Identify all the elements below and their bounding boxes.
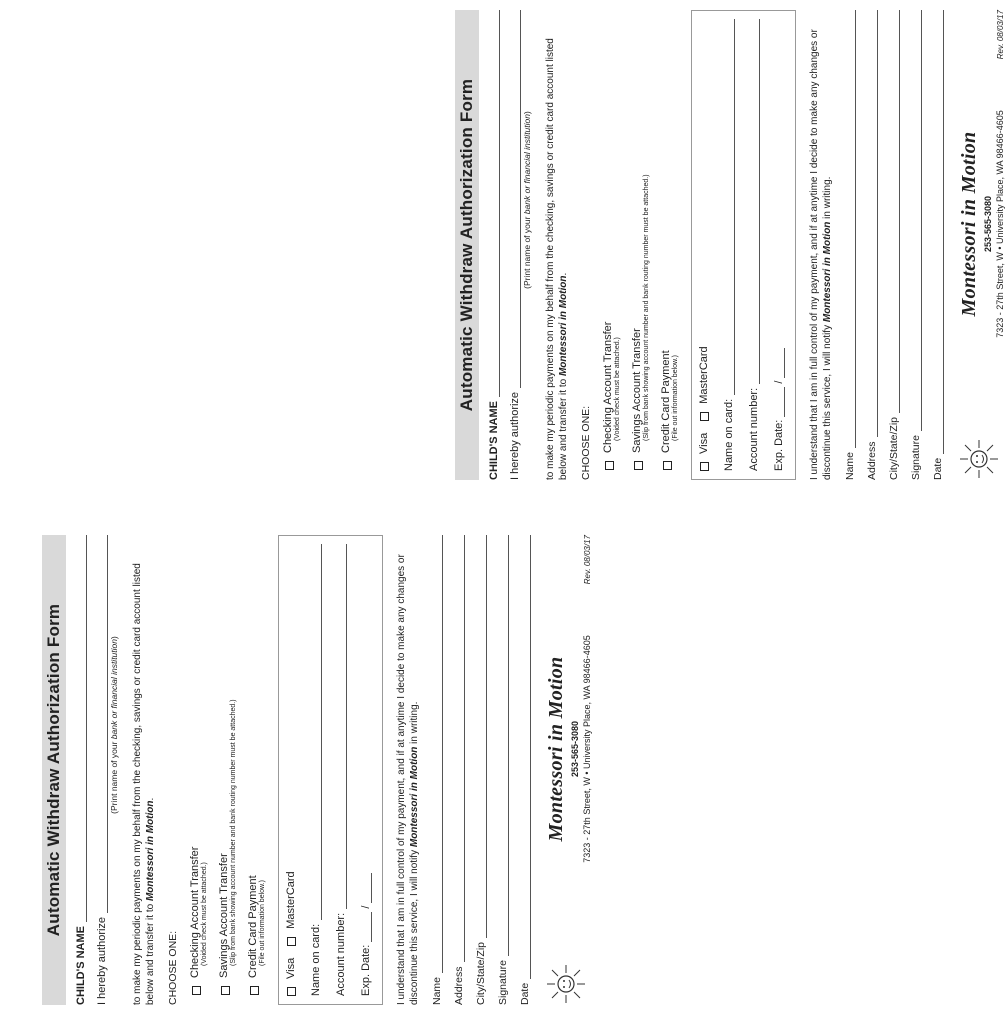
option-checking[interactable]	[602, 10, 621, 470]
name-on-card-label: Name on card:	[310, 923, 322, 996]
signature-label: Signature	[497, 960, 509, 1005]
school-address: 7323 - 27th Street, W • University Place, WA 98466-4605	[995, 110, 1005, 338]
child-name-field[interactable]	[74, 535, 87, 922]
checkbox[interactable]	[634, 461, 643, 470]
address-label: Address	[866, 441, 878, 480]
name-field[interactable]	[844, 10, 856, 448]
option-title: Checking Account Transfer	[189, 846, 201, 978]
checkbox[interactable]	[192, 986, 201, 995]
checkbox[interactable]	[221, 986, 230, 995]
option-note: (Slip from bank showing account number and bank routing number must be attached.)	[230, 699, 237, 966]
date-label: Date	[519, 982, 531, 1005]
option-checking[interactable]	[189, 535, 208, 995]
school-phone: 253-565-3080	[570, 720, 580, 778]
authorization-paragraph: to make my periodic payments on my behalf from the checking, savings or credit card account listed below and transfer it to Montessori in Motion.	[132, 563, 156, 1005]
authorize-label: I hereby authorize	[96, 916, 108, 1005]
card-mastercard-option[interactable]: MasterCard	[698, 346, 710, 420]
name-on-card-field[interactable]	[722, 19, 735, 395]
exp-separator: /	[773, 380, 785, 384]
option-note: (File out information below.)	[259, 880, 266, 966]
school-name: Montessori in Motion	[958, 131, 980, 317]
checkbox[interactable]	[700, 412, 709, 421]
card-visa-option[interactable]: Visa	[285, 958, 297, 996]
authorization-form-2	[455, 10, 1005, 480]
authorization-form-1	[42, 535, 592, 1005]
school-name-inline: Montessori in Motion	[145, 800, 156, 902]
school-phone: 253-565-3080	[983, 195, 993, 253]
name-on-card-label: Name on card:	[723, 398, 735, 471]
address-field[interactable]	[453, 535, 465, 962]
exp-separator: /	[360, 905, 372, 909]
city-state-zip-label: City/State/Zip	[475, 941, 487, 1005]
revision-date: Rev. 08/03/17	[583, 535, 592, 585]
school-name: Montessori in Motion	[545, 656, 567, 842]
exp-year-field[interactable]	[772, 348, 785, 378]
signature-label: Signature	[910, 435, 922, 480]
option-note: (File out information below.)	[672, 355, 679, 441]
school-name-inline: Montessori in Motion	[558, 275, 569, 377]
credit-card-box	[278, 535, 383, 1005]
bank-name-field[interactable]	[95, 535, 108, 913]
account-number-field[interactable]	[334, 544, 347, 909]
sun-logo-icon	[958, 438, 1000, 480]
option-credit-card[interactable]	[660, 10, 679, 470]
understand-paragraph: I understand that I am in full control of my payment, and if at anytime I decide to make any changes or discontinue this service, I will notify Montessori in Motion in writing.	[396, 554, 420, 1005]
exp-year-field[interactable]	[359, 873, 372, 903]
exp-date-label: Exp. Date:	[360, 944, 372, 996]
address-label: Address	[453, 966, 465, 1005]
option-credit-card[interactable]	[247, 535, 266, 995]
date-field[interactable]	[932, 10, 944, 454]
school-address: 7323 - 27th Street, W • University Place, WA 98466-4605	[582, 635, 592, 863]
date-field[interactable]	[519, 535, 531, 979]
option-title: Savings Account Transfer	[218, 853, 230, 978]
child-name-field[interactable]	[487, 10, 500, 397]
date-label: Date	[932, 457, 944, 480]
choose-one-label: CHOOSE ONE:	[580, 405, 592, 480]
checkbox[interactable]	[700, 462, 709, 471]
form-title: Automatic Withdraw Authorization Form	[455, 10, 479, 480]
name-label: Name	[844, 451, 856, 480]
bank-name-note: (Print name of your bank or financial institution)	[109, 636, 119, 814]
address-field[interactable]	[866, 10, 878, 437]
city-state-zip-field[interactable]	[888, 10, 900, 413]
account-number-label: Account number:	[748, 387, 760, 471]
form-footer	[958, 10, 1005, 480]
name-field[interactable]	[431, 535, 443, 973]
signature-field[interactable]	[910, 10, 922, 431]
city-state-zip-field[interactable]	[475, 535, 487, 938]
revision-date: Rev. 08/03/17	[996, 10, 1005, 60]
option-title: Checking Account Transfer	[602, 321, 614, 453]
checkbox[interactable]	[287, 937, 296, 946]
option-note: (Voided check must be attached.)	[614, 337, 621, 441]
option-savings[interactable]	[631, 10, 650, 470]
checkbox[interactable]	[287, 987, 296, 996]
checkbox[interactable]	[663, 461, 672, 470]
option-title: Savings Account Transfer	[631, 328, 643, 453]
signature-field[interactable]	[497, 535, 509, 956]
account-number-label: Account number:	[335, 912, 347, 996]
sun-logo-icon	[545, 963, 587, 1005]
name-on-card-field[interactable]	[309, 544, 322, 920]
bank-name-note: (Print name of your bank or financial institution)	[522, 111, 532, 289]
authorize-label: I hereby authorize	[509, 391, 521, 480]
form-title: Automatic Withdraw Authorization Form	[42, 535, 66, 1005]
account-number-field[interactable]	[747, 19, 760, 384]
bank-name-field[interactable]	[508, 10, 521, 388]
child-name-label: CHILD'S NAME	[75, 925, 87, 1005]
choose-one-label: CHOOSE ONE:	[167, 930, 179, 1005]
understand-paragraph: I understand that I am in full control of my payment, and if at anytime I decide to make any changes or discontinue this service, I will notify Montessori in Motion in writing.	[809, 29, 833, 480]
card-mastercard-option[interactable]: MasterCard	[285, 871, 297, 945]
authorization-paragraph: to make my periodic payments on my behalf from the checking, savings or credit card account listed below and transfer it to Montessori in Motion.	[545, 38, 569, 480]
exp-date-label: Exp. Date:	[773, 419, 785, 471]
option-savings[interactable]	[218, 535, 237, 995]
card-visa-option[interactable]: Visa	[698, 433, 710, 471]
option-note: (Voided check must be attached.)	[201, 862, 208, 966]
exp-month-field[interactable]	[359, 912, 372, 942]
option-title: Credit Card Payment	[660, 350, 672, 453]
option-title: Credit Card Payment	[247, 875, 259, 978]
name-label: Name	[431, 976, 443, 1005]
exp-month-field[interactable]	[772, 387, 785, 417]
option-note: (Slip from bank showing account number and bank routing number must be attached.)	[643, 174, 650, 441]
child-name-label: CHILD'S NAME	[488, 400, 500, 480]
form-footer	[545, 535, 592, 1005]
checkbox[interactable]	[250, 986, 259, 995]
checkbox[interactable]	[605, 461, 614, 470]
credit-card-box	[691, 10, 796, 480]
city-state-zip-label: City/State/Zip	[888, 416, 900, 480]
